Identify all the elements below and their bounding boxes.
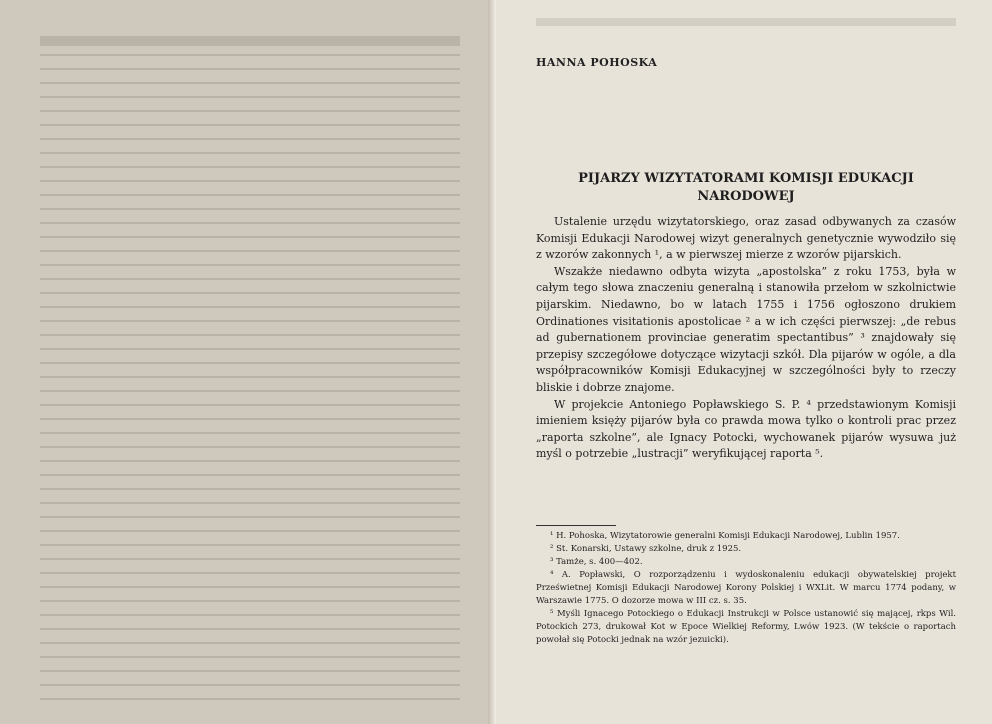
footnote-rule	[536, 525, 616, 526]
paragraph-1: Ustalenie urzędu wizytatorskiego, oraz zasad odbywanych za czasów Komisji Edukacji Narodowej wizyt generalnych genetycznie wywodziło się z wzorów zakonnych ¹, a w pierwszej mierze z wzorów pijarskich.	[536, 215, 956, 262]
running-head-author: HANNA POHOSKA	[536, 56, 658, 69]
paragraph-3: W projekcie Antoniego Popławskiego S. P. ⁴ przedstawionym Komisji imieniem księży pijarów była co prawda mowa tylko o kontroli prac przez „raporta szkolne”, ale Ignacy Potocki, wychowanek pijarów wysuwa już myśl o potrzebie „lustracji” weryfikującej raporta ⁵.	[536, 397, 956, 461]
article-body	[536, 214, 956, 463]
article-title: PIJARZY WIZYTATORAMI KOMISJI EDUKACJI NARODOWEJ	[578, 171, 914, 204]
right-page-header-bleed	[536, 18, 956, 26]
footnote-4: ⁴ A. Popławski, O rozporządzeniu i wydoskonaleniu edukacji obywatelskiej projekt Prześwietnej Komisji Edukacji Narodowej Korony Polskiej i WXLit. W marcu 1774 podany, w Warszawie 1775. O dozorze mowa w III cz. s. 35.	[536, 570, 956, 606]
footnote-1: ¹ H. Pohoska, Wizytatorowie generalni Komisji Edukacji Narodowej, Lublin 1957.	[550, 531, 900, 541]
footnote-3: ³ Tamże, s. 400—402.	[550, 557, 643, 567]
footnote-5: ⁵ Myśli Ignacego Potockiego o Edukacji Instrukcji w Polsce ustanowić się mającej, rkps Wil. Potockich 273, drukował Kot w Epoce Wielkiej Reformy, Lwów 1923. (W tekście o raportach powołał się Potocki jednak na wzór jezuicki).	[536, 609, 956, 645]
footnote-2: ² St. Konarski, Ustawy szkolne, druk z 1925.	[550, 544, 742, 554]
left-page-bleed-text	[40, 54, 460, 704]
footnotes	[536, 530, 956, 647]
left-page-header-bleed	[40, 36, 460, 46]
paragraph-2: Wszakże niedawno odbyta wizyta „apostolska” z roku 1753, była w całym tego słowa znaczeniu generalną i stanowiła przełom w szkolnictwie pijarskim. Niedawno, bo w latach 1755 i 1756 ogłoszono drukiem Ordinationes visitationis apostolicae ² a w ich części pierwszej: „de rebus ad gubernationem provinciae generatim spectantibus” ³ znajdowały się przepisy szczegółowe dotyczące wizytacji szkół. Dla pijarów w ogóle, a dla współpracowników Komisji Edukacyjnej w szczególności były to rzeczy bliskie i dobrze znajome.	[536, 264, 956, 394]
right-page	[496, 0, 992, 724]
